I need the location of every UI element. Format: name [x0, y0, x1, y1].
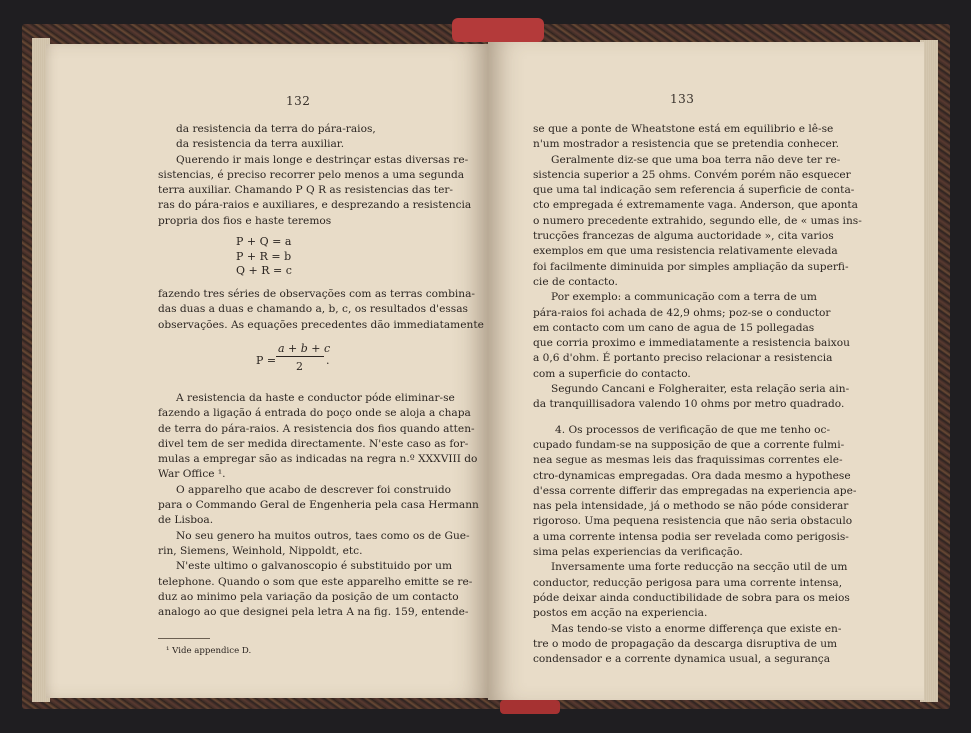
spine-bookmark-bottom — [500, 700, 560, 714]
text-line: nea segue as mesmas leis das fraquissimas correntes ele- — [533, 454, 843, 467]
text-line: No seu genero ha muitos outros, taes como os de Gue- — [176, 529, 470, 542]
text-line: condensador e a corrente dynamica usual, a segurança — [533, 653, 831, 666]
fraction-bar — [276, 356, 324, 357]
text-line: sima pelas experiencias da verificação. — [533, 546, 743, 559]
page-number: 132 — [286, 94, 311, 108]
text-line: Querendo ir mais longe e destrinçar estas diversas re- — [176, 153, 469, 166]
text-line: cie de contacto. — [533, 275, 618, 288]
equation: P + R = b — [236, 249, 292, 263]
text-line: sistencia superior a 25 ohms. Convém porém não esquecer — [533, 168, 851, 181]
text-line: da tranquillisadora valendo 10 ohms por metro quadrado. — [533, 398, 845, 411]
text-line: postos em acção na experiencia. — [533, 607, 708, 620]
paragraph-gap — [533, 413, 815, 423]
spine-bookmark — [452, 18, 544, 42]
text-line: terra auxiliar. Chamando P Q R as resistencias das ter- — [158, 184, 453, 197]
text-line: O apparelho que acabo de descrever foi construido — [176, 483, 452, 496]
text-line: analogo ao que designei pela letra A na fig. 159, entende- — [158, 606, 469, 619]
equation-system — [158, 235, 424, 283]
text-line: conductor, reducção perigosa para uma corrente intensa, — [533, 576, 843, 589]
text-line: da resistencia da terra do pára-raios, — [176, 123, 376, 135]
fraction-equation — [158, 341, 424, 379]
text-line: fazendo a ligação á entrada do poço onde se aloja a chapa — [158, 407, 471, 420]
text-line: Inversamente uma forte reducção na secção util de um — [551, 561, 848, 574]
text-line: Segundo Cancani e Folgheraiter, esta relação seria ain- — [551, 383, 850, 396]
text-line: que corria proximo e immediatamente a resistencia baixou — [533, 337, 850, 350]
left-page — [46, 44, 488, 698]
text-line: cto empregada é extremamente vaga. Anderson, que aponta — [533, 199, 858, 212]
fraction-numerator: a + b + c — [278, 341, 331, 355]
text-line: pára-raios foi achada de 42,9 ohms; poz-se o conductor — [533, 306, 831, 319]
text-line: duz ao minimo pela variação da posição de um contacto — [158, 590, 459, 603]
text-line: trucções francezas de alguma auctoridade », cita varios — [533, 230, 834, 243]
text-line: o numero precedente extrahido, segundo elle, de « umas ins- — [533, 214, 862, 227]
right-page-text — [533, 122, 862, 667]
text-line: exemplos em que uma resistencia relativamente elevada — [533, 245, 838, 258]
page-number: 133 — [670, 92, 695, 106]
text-line: Por exemplo: a communicação com a terra de um — [551, 291, 817, 304]
footnote-rule — [158, 638, 210, 639]
fraction-lhs: P = — [256, 353, 277, 367]
text-line: War Office ¹. — [158, 468, 226, 481]
text-line: propria dos fios e haste teremos — [158, 214, 332, 227]
text-line: divel tem de ser medida directamente. N'este caso as for- — [158, 437, 469, 450]
text-line: que uma tal indicação sem referencia á superficie de conta- — [533, 184, 855, 197]
text-line: com a superficie do contacto. — [533, 367, 691, 380]
text-line: em contacto com um cano de agua de 15 pollegadas — [533, 321, 815, 334]
text-line: para o Commando Geral de Engenheria pela casa Hermann — [158, 499, 479, 512]
text-line: das duas a duas e chamando a, b, c, os resultados d'essas — [158, 303, 468, 316]
footnote: ¹ Vide appendice D. — [166, 646, 252, 657]
text-line: 4. Os processos de verificação de que me tenho oc- — [555, 423, 831, 436]
text-line: foi facilmente diminuida por simples ampliação da superfi- — [533, 260, 849, 273]
text-line: cupado fundam-se na supposição de que a corrente fulmi- — [533, 438, 845, 451]
equation: Q + R = c — [236, 264, 292, 278]
text-line: Mas tendo-se visto a enorme differença que existe en- — [551, 622, 842, 635]
text-line: A resistencia da haste e conductor póde eliminar-se — [176, 391, 455, 404]
text-line: telephone. Quando o som que este apparelho emitte se re- — [158, 575, 473, 588]
text-line: N'este ultimo o galvanoscopio é substituido por um — [176, 560, 453, 573]
right-page — [488, 42, 924, 700]
text-line: ctro-dynamicas empregadas. Ora dada mesmo a hypothese — [533, 469, 851, 482]
left-page-text — [158, 122, 484, 657]
text-line: rin, Siemens, Weinhold, Nippoldt, etc. — [158, 544, 363, 557]
fraction-trail: . — [326, 353, 330, 367]
text-line: de terra do pára-raios. A resistencia dos fios quando atten- — [158, 422, 475, 435]
equation: P + Q = a — [236, 235, 292, 249]
text-line: Geralmente diz-se que uma boa terra não deve ter re- — [551, 153, 841, 166]
text-line: ras do pára-raios e auxiliares, e desprezando a resistencia — [158, 199, 472, 212]
text-line: nas pela intensidade, já o methodo se não póde considerar — [533, 500, 849, 513]
text-line: fazendo tres séries de observações com as terras combina- — [158, 288, 475, 301]
text-line: póde deixar ainda conductibilidade de sobra para os meios — [533, 591, 850, 604]
text-line: observações. As equações precedentes dão immediatamente — [158, 318, 484, 331]
text-line: n'um mostrador a resistencia que se pretendia conhecer. — [533, 138, 840, 151]
text-line: se que a ponte de Wheatstone está em equilibrio e lê-se — [533, 123, 834, 135]
text-line: tre o modo de propagação da descarga disruptiva de um — [533, 637, 838, 650]
text-line: a 0,6 d'ohm. É portanto preciso relacionar a resistencia — [533, 352, 833, 365]
text-line: da resistencia da terra auxiliar. — [176, 138, 345, 151]
text-line: de Lisboa. — [158, 514, 214, 527]
text-line: a uma corrente intensa podia ser revelada como perigosis- — [533, 530, 849, 543]
text-line: d'essa corrente differir das empregadas na experiencia ape- — [533, 484, 857, 497]
text-line: sistencias, é preciso recorrer pelo menos a uma segunda — [158, 168, 465, 181]
text-line: mulas a empregar são as indicadas na regra n.º XXXVIII do — [158, 453, 478, 466]
text-line: rigoroso. Uma pequena resistencia que não seria obstaculo — [533, 515, 853, 528]
fraction-denominator: 2 — [296, 359, 303, 373]
